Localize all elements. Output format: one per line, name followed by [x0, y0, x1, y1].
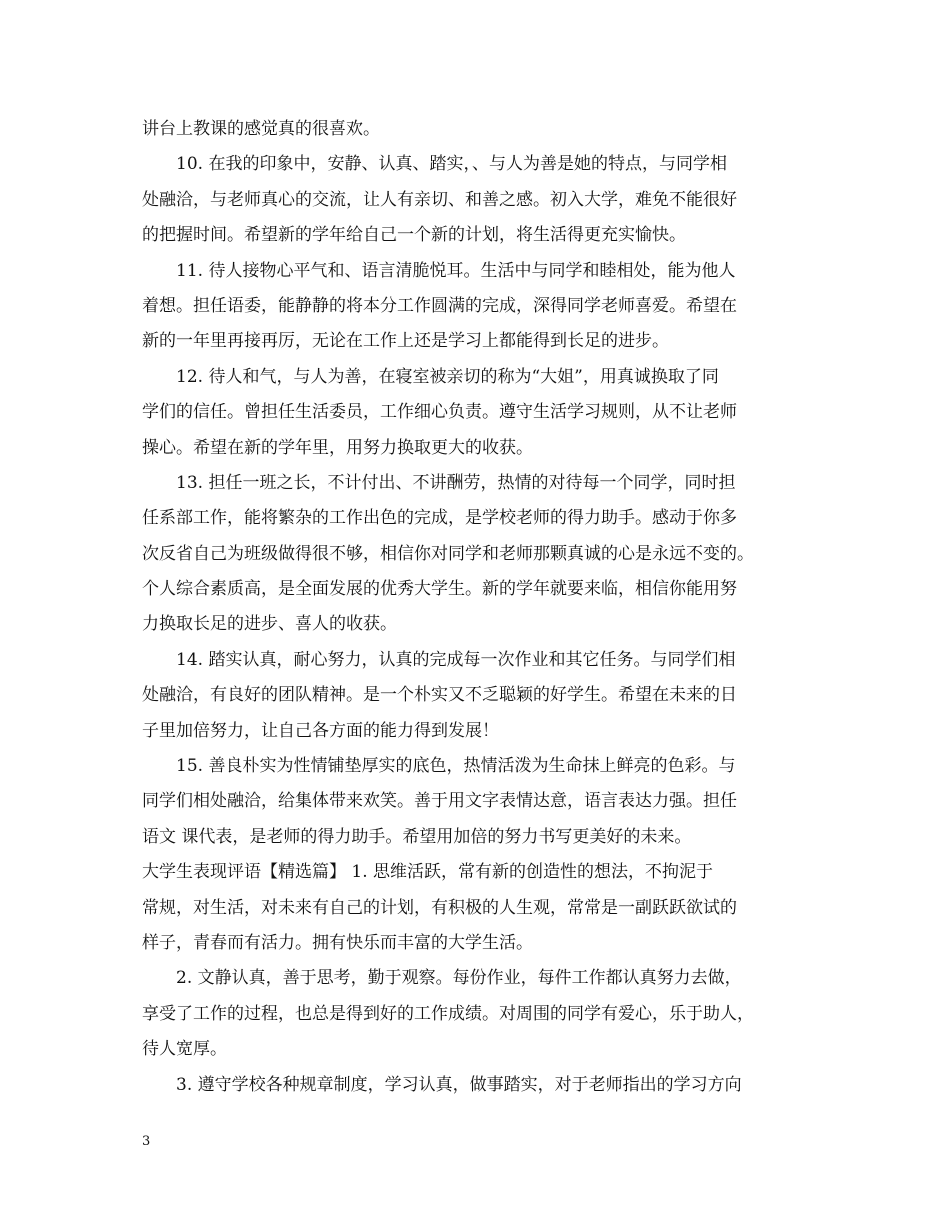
text-line: 11. 待人接物心平气和、语言清脆悦耳。生活中与同学和睦相处，能为他人: [176, 260, 736, 281]
text-line: 享受了工作的过程，也总是得到好的工作成绩。对周围的同学有爱心，乐于助人，: [142, 1003, 754, 1024]
text-line: 新的一年里再接再厉，无论在工作上还是学习上都能得到长足的进步。: [142, 331, 669, 352]
text-line: 任系部工作，能将繁杂的工作出色的完成，是学校老师的得力助手。感动于你多: [142, 508, 737, 529]
text-line: 次反省自己为班级做得很不够，相信你对同学和老师那颗真诚的心是永远不变的。: [142, 543, 754, 564]
text-line: 操心。希望在新的学年里，用努力换取更大的收获。: [142, 437, 533, 458]
text-line: 的把握时间。希望新的学年给自己一个新的计划，将生活得更充实愉快。: [142, 225, 686, 246]
text-line: 2. 文静认真，善于思考，勤于观察。每份作业，每件工作都认真努力去做，: [176, 968, 742, 989]
text-line: 15. 善良朴实为性情铺垫厚实的底色，热情活泼为生命抹上鲜亮的色彩。与: [176, 756, 736, 777]
text-line: 13. 担任一班之长，不计付出、不讲酬劳，热情的对待每一个同学，同时担: [176, 472, 736, 493]
text-line: 处融洽，有良好的团队精神。是一个朴实又不乏聪颖的好学生。希望在未来的日: [142, 685, 737, 706]
text-line: 子里加倍努力，让自己各方面的能力得到发展！: [142, 720, 499, 741]
text-line: 处融洽，与老师真心的交流，让人有亲切、和善之感。初入大学，难免不能很好: [142, 189, 737, 210]
text-line: 大学生表现评语【精选篇】 1. 思维活跃，常有新的创造性的想法，不拘泥于: [142, 862, 714, 883]
text-line: 12. 待人和气，与人为善，在寝室被亲切的称为“大姐”，用真诚换取了同: [176, 366, 719, 387]
document-body: [142, 112, 812, 1103]
text-line: 样子，青春而有活力。拥有快乐而丰富的大学生活。: [142, 932, 533, 953]
text-line: 10. 在我的印象中，安静、认真、踏实，、与人为善是她的特点，与同学相: [176, 154, 727, 175]
text-line: 力换取长足的进步、喜人的收获。: [142, 614, 397, 635]
text-line: 14. 踏实认真，耐心努力，认真的完成每一次作业和其它任务。与同学们相: [176, 649, 736, 670]
text-line: 语文 课代表，是老师的得力助手。希望用加倍的努力书写更美好的未来。: [142, 826, 692, 847]
text-line: 待人宽厚。: [142, 1039, 227, 1060]
text-line: 个人综合素质高，是全面发展的优秀大学生。新的学年就要来临，相信你能用努: [142, 579, 737, 600]
page-number: 3: [142, 1134, 151, 1149]
text-line: 着想。担任语委，能静静的将本分工作圆满的完成，深得同学老师喜爱。希望在: [142, 295, 737, 316]
text-line: 学们的信任。曾担任生活委员，工作细心负责。遵守生活学习规则，从不让老师: [142, 402, 737, 423]
text-line: 同学们相处融洽，给集体带来欢笑。善于用文字表情达意，语言表达力强。担任: [142, 791, 737, 812]
text-line: 讲台上教课的感觉真的很喜欢。: [142, 119, 380, 139]
text-line: 常规，对生活，对未来有自己的计划，有积极的人生观，常常是一副跃跃欲试的: [142, 897, 737, 918]
text-line: 3. 遵守学校各种规章制度，学习认真，做事踏实，对于老师指出的学习方向: [176, 1074, 742, 1095]
